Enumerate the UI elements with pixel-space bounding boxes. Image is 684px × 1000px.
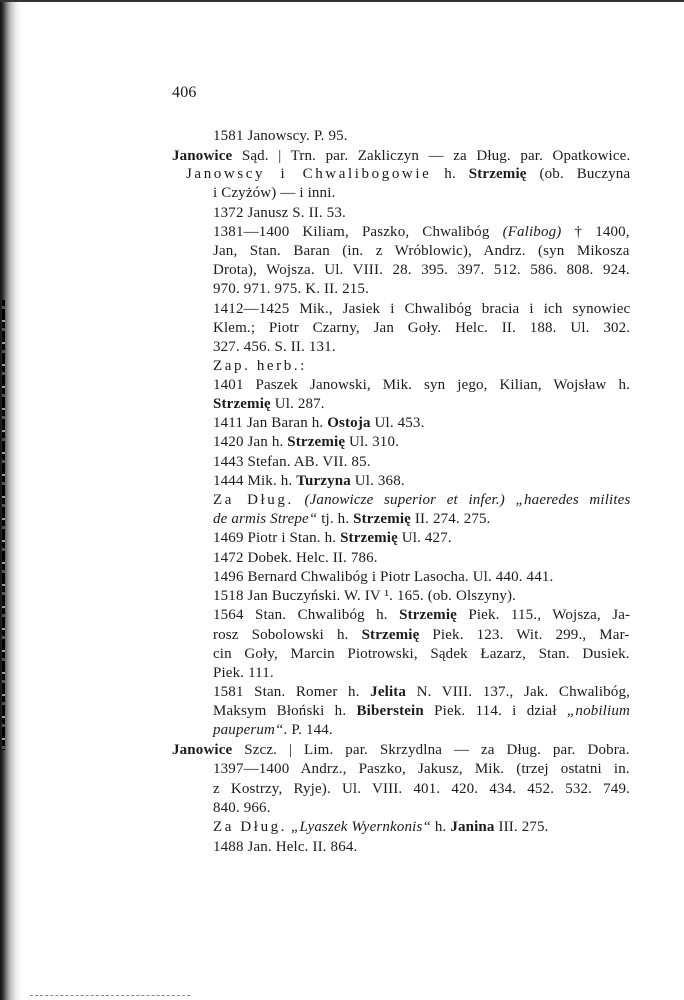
text-line xyxy=(213,529,452,547)
italic-segment: „nobilium xyxy=(566,703,630,719)
text-line xyxy=(172,741,630,759)
text-line xyxy=(213,568,553,586)
text-segment: Ul. 368. xyxy=(350,473,405,489)
text-segment: i Czyżów) — i inni. xyxy=(213,185,336,201)
text-segment: 327. 456. S. II. 131. xyxy=(213,339,336,355)
entry-heading-segment: Strzemię xyxy=(213,396,271,412)
entry-heading-segment: Strzemię xyxy=(287,434,346,450)
text-line xyxy=(213,472,405,490)
text-segment: Ul. 427. xyxy=(397,530,452,546)
italic-segment: de armis Strepe“ xyxy=(213,511,318,527)
text-line xyxy=(213,127,348,145)
text-segment: Sąd. | Trn. par. Zakliczyn — za Dług. par. Opatkowice. xyxy=(232,148,631,164)
text-segment: rosz Sobolowski h. xyxy=(213,627,362,643)
entry-heading-segment: Strzemię xyxy=(399,607,457,623)
text-segment: 1488 Jan. Helc. II. 864. xyxy=(213,839,358,855)
text-line xyxy=(213,453,371,471)
text-segment: 1381—1400 Kiliam, Paszko, Chwalibóg xyxy=(213,224,503,240)
text-line xyxy=(213,645,630,663)
text-line xyxy=(213,376,630,394)
scan-top-edge xyxy=(0,0,684,2)
text-line xyxy=(213,184,335,202)
text-segment xyxy=(294,492,305,508)
text-line xyxy=(213,300,630,318)
text-segment: Szcz. | Lim. par. Skrzydlna — za Dług. par. Dobra. xyxy=(232,742,630,758)
text-segment: z Kostrzy, Ryje). Ul. VIII. 401. 420. 434. 452. 532. 749. xyxy=(213,781,630,797)
text-segment: cin Goły, Marcin Piotrowski, Sądek Łazarz, Stan. Dusiek. xyxy=(213,646,630,662)
text-line xyxy=(213,242,630,260)
text-segment: N. VIII. 137., Jak. Chwalibóg, xyxy=(406,684,631,700)
text-line xyxy=(213,223,630,241)
text-segment: Piek. 111. xyxy=(213,665,274,681)
text-segment: 1469 Piotr i Stan. h. xyxy=(213,530,341,546)
entry-heading-segment: Strzemię xyxy=(361,627,420,643)
text-line xyxy=(213,838,357,856)
text-segment: 1444 Mik. h. xyxy=(213,473,297,489)
text-segment: 840. 966. xyxy=(213,800,271,816)
text-segment: h. xyxy=(430,819,451,835)
text-line xyxy=(213,491,630,509)
text-line xyxy=(213,510,491,528)
text-segment: † 1400, xyxy=(561,224,630,240)
text-segment: III. 275. xyxy=(494,819,549,835)
entry-heading-segment: Strzemię xyxy=(340,530,398,546)
text-line xyxy=(213,319,630,337)
entry-heading-segment: Janowice xyxy=(172,148,233,164)
text-segment: Janowscy i Chwalibogowie xyxy=(186,166,432,182)
italic-segment: (Falibog) xyxy=(502,224,562,240)
text-segment: Ul. 287. xyxy=(270,396,325,412)
text-line xyxy=(213,683,630,701)
italic-segment: pauperum“ xyxy=(213,722,284,738)
text-segment: 1412—1425 Mik., Jasiek i Chwalibóg bracia i ich synowiec xyxy=(213,301,631,317)
text-segment: Za Dług. xyxy=(213,819,288,835)
entry-heading-segment: Biberstein xyxy=(356,703,424,719)
text-segment: 1581 Stan. Romer h. xyxy=(213,684,371,700)
text-segment: h. xyxy=(431,166,469,182)
text-line xyxy=(213,414,424,432)
text-segment: 1372 Janusz S. II. 53. xyxy=(213,205,346,221)
text-segment: Piek. 115., Wojsza, Ja- xyxy=(456,607,631,623)
text-line xyxy=(172,147,630,165)
text-line xyxy=(213,587,516,605)
text-segment: Ul. 310. xyxy=(345,434,399,450)
text-segment: 970. 971. 975. K. II. 215. xyxy=(213,281,369,297)
text-segment: 1443 Stefan. AB. VII. 85. xyxy=(213,454,371,470)
text-line xyxy=(213,626,630,644)
scan-bottom-edge xyxy=(30,994,190,996)
text-line xyxy=(186,165,630,183)
text-line xyxy=(213,818,549,836)
scan-binding-edge xyxy=(0,0,22,1000)
text-segment: 1581 Janowscy. P. 95. xyxy=(213,128,348,144)
text-segment: 1518 Jan Buczyński. W. IV ¹. 165. (ob. Olszyny). xyxy=(213,588,517,604)
text-segment: 1411 Jan Baran h. xyxy=(213,415,328,431)
italic-segment: „Lyaszek Wyernkonis“ xyxy=(291,819,431,835)
entry-heading-segment: Ostoja xyxy=(327,415,371,431)
text-segment: Piek. 114. i dział xyxy=(423,703,567,719)
text-line xyxy=(213,799,271,817)
text-line xyxy=(213,549,378,567)
entry-heading-segment: Janowice xyxy=(172,742,233,758)
text-segment: . P. 144. xyxy=(283,722,333,738)
text-segment: Piek. 123. Wit. 299., Mar- xyxy=(419,627,630,643)
text-segment: Maksym Błoński h. xyxy=(213,703,357,719)
text-segment: 1397—1400 Andrz., Paszko, Jakusz, Mik. (trzej ostatni in. xyxy=(213,761,630,777)
text-line xyxy=(213,280,369,298)
text-line xyxy=(213,204,346,222)
entry-heading-segment: Turzyna xyxy=(296,473,351,489)
text-segment: Zap. herb.: xyxy=(213,358,307,374)
text-segment: 1496 Bernard Chwalibóg i Piotr Lasocha. Ul. 440. 441. xyxy=(213,569,554,585)
text-segment: Ul. 453. xyxy=(370,415,425,431)
text-segment: Za Dług. xyxy=(213,492,294,508)
entry-heading-segment: Janina xyxy=(450,819,495,835)
text-line xyxy=(213,357,307,375)
text-line xyxy=(213,760,630,778)
text-segment: 1420 Jan h. xyxy=(213,434,288,450)
text-line xyxy=(213,395,325,413)
text-line xyxy=(213,433,399,451)
text-segment: 1472 Dobek. Helc. II. 786. xyxy=(213,550,378,566)
text-segment: Jan, Stan. Baran (in. z Wróblowic), Andrz. (syn Mikosza xyxy=(213,243,630,259)
entry-heading-segment: Jelita xyxy=(370,684,407,700)
text-line xyxy=(213,780,630,798)
text-line xyxy=(213,721,333,739)
entry-heading-segment: Strzemię xyxy=(353,511,411,527)
text-segment: Drota), Wojsza. Ul. VIII. 28. 395. 397. 512. 586. 808. 924. xyxy=(213,262,630,278)
text-line xyxy=(213,606,630,624)
page-number: 406 xyxy=(172,84,197,101)
text-line xyxy=(213,338,336,356)
text-segment: 1564 Stan. Chwalibóg h. xyxy=(213,607,400,623)
text-segment: tj. h. xyxy=(317,511,354,527)
text-segment: II. 274. 275. xyxy=(410,511,491,527)
text-line xyxy=(213,261,630,279)
text-segment: 1401 Paszek Janowski, Mik. syn jego, Kilian, Wojsław h. xyxy=(213,377,630,393)
italic-segment: (Janowicze superior et infer.) „haeredes milites xyxy=(304,492,631,508)
entry-heading-segment: Strzemię xyxy=(468,166,527,182)
text-line xyxy=(213,702,630,720)
text-segment: (ob. Buczyna xyxy=(526,166,631,182)
text-segment: Klem.; Piotr Czarny, Jan Goły. Helc. II. 188. Ul. 302. xyxy=(213,320,631,336)
text-line xyxy=(213,664,274,682)
